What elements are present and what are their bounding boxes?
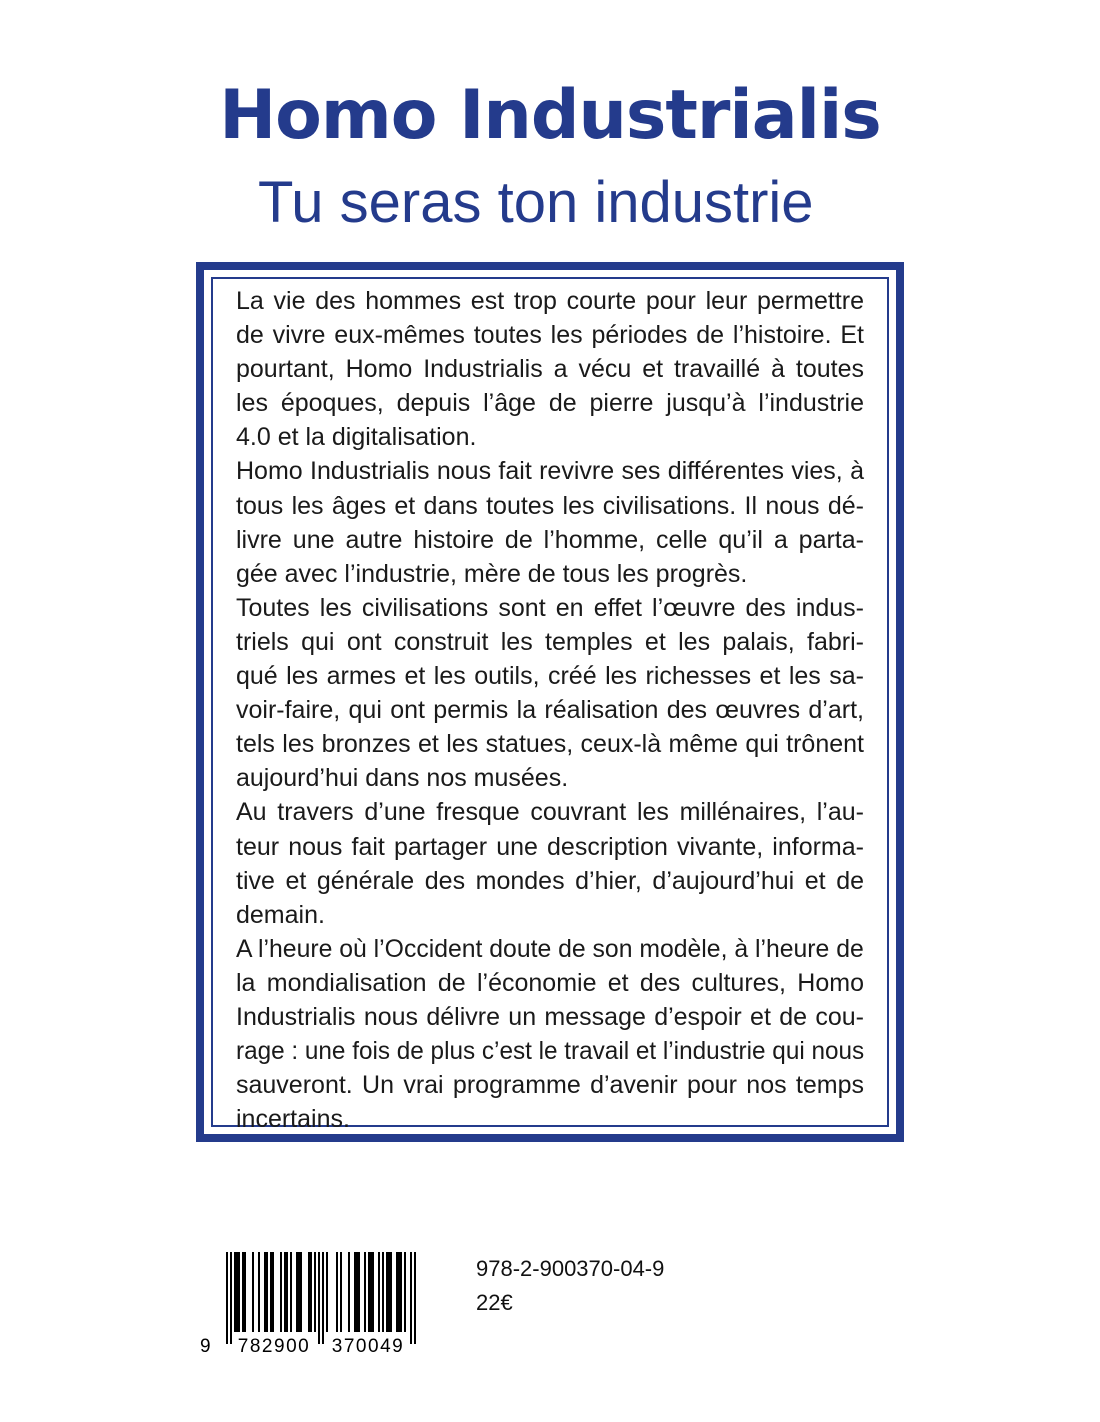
blurb-line: Homo Industrialis nous fait revivre ses différentes vies, à xyxy=(236,457,864,486)
isbn-text: 978-2-900370-04-9 xyxy=(476,1256,665,1281)
blurb-line: Au travers d’une fresque couvrant les millénaires, l’au- xyxy=(236,798,864,827)
barcode-bar xyxy=(234,1252,236,1332)
barcode-bar xyxy=(400,1252,402,1332)
barcode-bar xyxy=(370,1252,372,1332)
blurb-line: rage : une fois de plus c’est le travail et l’industrie qui nous xyxy=(236,1037,865,1066)
blurb-line: A l’heure où l’Occident doute de son modèle, à l’heure de xyxy=(236,934,864,963)
barcode-bar xyxy=(358,1252,360,1332)
barcode-bar xyxy=(364,1252,366,1332)
book-subtitle: Tu seras ton industrie xyxy=(258,170,814,235)
blurb-line: gée avec l’industrie, mère de tous les progrès. xyxy=(236,559,748,588)
blurb-line: livre une autre histoire de l’homme, celle qu’il a parta- xyxy=(236,525,864,554)
barcode-bar xyxy=(238,1252,240,1332)
blurb-line: demain. xyxy=(236,900,325,929)
barcode-digits: 9 xyxy=(199,1336,213,1356)
blurb-line: 4.0 et la digitalisation. xyxy=(236,423,477,452)
blurb-line: de vivre eux-mêmes toutes les périodes de l’histoire. Et xyxy=(236,321,864,350)
barcode-digits: 782900 xyxy=(237,1336,311,1356)
blurb-line: sauveront. Un vrai programme d’avenir pour nos temps xyxy=(236,1071,864,1100)
barcode xyxy=(198,1252,446,1356)
blurb-line: Toutes les civilisations sont en effet l’œuvre des indus- xyxy=(236,593,864,622)
barcode-bar xyxy=(272,1252,274,1332)
blurb-line: qué les armes et les outils, créé les richesses et les sa- xyxy=(236,662,864,691)
blurb-line: aujourd’hui dans nos musées. xyxy=(236,764,569,793)
blurb-line: Industrialis nous délivre un message d’espoir et de cou- xyxy=(236,1002,864,1031)
barcode-bar xyxy=(318,1252,320,1344)
barcode-bar xyxy=(388,1252,390,1332)
blurb-line: incertains. xyxy=(236,1105,350,1134)
barcode-bar xyxy=(368,1252,370,1332)
barcode-bar xyxy=(242,1252,244,1332)
barcode-bar xyxy=(398,1252,400,1332)
price-text: 22€ xyxy=(476,1290,513,1315)
barcode-bar xyxy=(396,1252,398,1332)
barcode-bar xyxy=(280,1252,282,1332)
blurb-line: voir-faire, qui ont permis la réalisation des œuvres d’art, xyxy=(236,696,864,725)
blurb-line: la mondialisation de l’économie et des cultures, Homo xyxy=(236,968,864,997)
barcode-bar xyxy=(372,1252,374,1332)
blurb-text xyxy=(236,284,864,1136)
barcode-bar xyxy=(354,1252,356,1332)
barcode-bar xyxy=(264,1252,266,1332)
barcode-bar xyxy=(326,1252,328,1332)
barcode-bar xyxy=(336,1252,338,1332)
blurb-line: tous les âges et dans toutes les civilisations. Il nous dé- xyxy=(236,491,864,520)
barcode-digits: 370049 xyxy=(331,1336,405,1356)
barcode-bar xyxy=(266,1252,268,1332)
barcode-bar xyxy=(348,1252,350,1332)
barcode-bar xyxy=(390,1252,392,1332)
barcode-bar xyxy=(236,1252,238,1332)
barcode-bar xyxy=(404,1252,406,1332)
blurb-line: La vie des hommes est trop courte pour leur permettre xyxy=(236,287,864,315)
barcode-bar xyxy=(310,1252,312,1332)
barcode-bar xyxy=(386,1252,388,1332)
barcode-bar xyxy=(300,1252,302,1332)
book-title: Homo Industrialis xyxy=(219,76,881,155)
barcode-bar xyxy=(410,1252,412,1344)
barcode-bar xyxy=(252,1252,254,1332)
barcode-bar xyxy=(284,1252,286,1332)
blurb-line: tels les bronzes et les statues, ceux-là même qui trônent xyxy=(236,730,864,759)
barcode-bar xyxy=(340,1252,342,1332)
barcode-bar xyxy=(322,1252,324,1344)
barcode-bar xyxy=(258,1252,260,1332)
blurb-line: pourtant, Homo Industrialis a vécu et travaillé à toutes xyxy=(236,355,864,384)
barcode-bar xyxy=(230,1252,232,1344)
barcode-bar xyxy=(270,1252,272,1332)
barcode-bar xyxy=(314,1252,316,1332)
barcode-bar xyxy=(356,1252,358,1332)
blurb-line: teur nous fait partager une description vivante, informa- xyxy=(236,832,864,861)
barcode-bar xyxy=(296,1252,298,1332)
barcode-bar xyxy=(414,1252,416,1344)
barcode-bar xyxy=(286,1252,288,1332)
barcode-bar xyxy=(382,1252,384,1332)
blurb-line: triels qui ont construit les temples et les palais, fabri- xyxy=(236,627,864,656)
barcode-bar xyxy=(308,1252,310,1332)
barcode-bar xyxy=(226,1252,228,1344)
barcode-bar xyxy=(378,1252,380,1332)
barcode-bar xyxy=(244,1252,246,1332)
barcode-bar xyxy=(290,1252,292,1332)
blurb-line: les époques, depuis l’âge de pierre jusqu’à l’industrie xyxy=(236,389,864,418)
blurb-line: tive et générale des mondes d’hier, d’aujourd’hui et de xyxy=(236,866,864,895)
barcode-bar xyxy=(298,1252,300,1332)
